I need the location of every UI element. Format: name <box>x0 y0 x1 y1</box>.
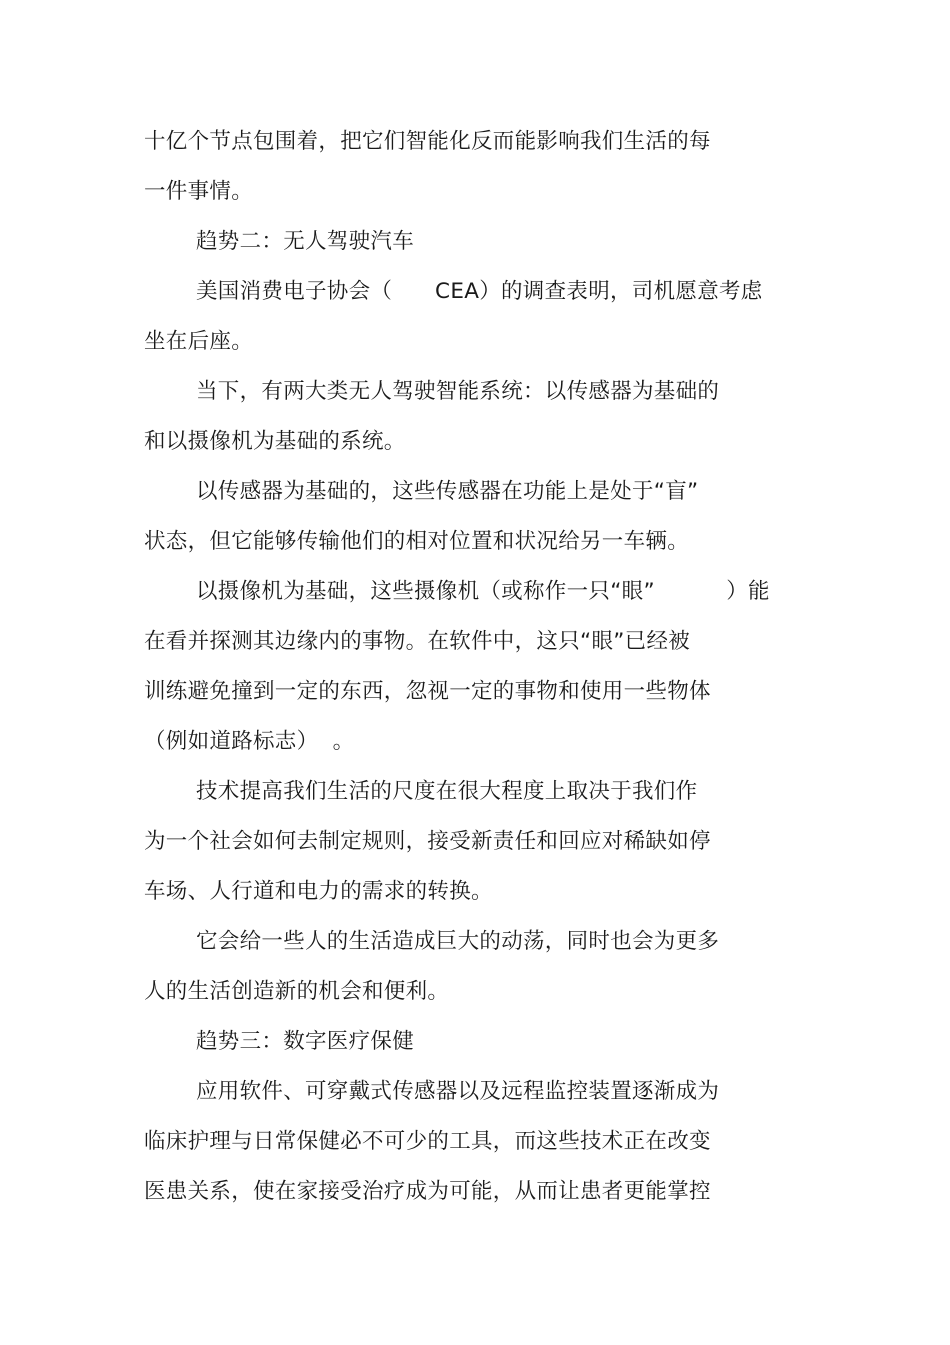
paragraph-line: 状态，但它能够传输他们的相对位置和状况给另一车辆。 <box>144 529 690 554</box>
paragraph-line: 和以摄像机为基础的系统。 <box>144 429 406 454</box>
paragraph-line: 一件事情。 <box>144 179 254 204</box>
paragraph-line: 它会给一些人的生活造成巨大的动荡，同时也会为更多 <box>196 929 720 954</box>
paragraph-line: 当下，有两大类无人驾驶智能系统：以传感器为基础的 <box>196 379 720 404</box>
paragraph-line: 为一个社会如何去制定规则，接受新责任和回应对稀缺如停 <box>144 829 711 854</box>
paragraph-line: 技术提高我们生活的尺度在很大程度上取决于我们作 <box>196 779 698 804</box>
paragraph-line: 车场、人行道和电力的需求的转换。 <box>144 879 493 904</box>
paragraph-line: 医患关系，使在家接受治疗成为可能，从而让患者更能掌控 <box>144 1179 711 1204</box>
paragraph-line: 应用软件、可穿戴式传感器以及远程监控装置逐渐成为 <box>196 1079 720 1104</box>
paragraph-line: （例如道路标志） 。 <box>144 729 355 754</box>
paragraph-line: 以摄像机为基础，这些摄像机（或称作一只“眼” ）能 <box>196 579 770 604</box>
section-heading-trend-2: 趋势二：无人驾驶汽车 <box>196 229 415 254</box>
paragraph-line: 临床护理与日常保健必不可少的工具，而这些技术正在改变 <box>144 1129 711 1154</box>
section-heading-trend-3: 趋势三：数字医疗保健 <box>196 1029 415 1054</box>
paragraph-line: 美国消费电子协会（ CEA）的调查表明，司机愿意考虑 <box>196 279 763 304</box>
paragraph-line: 人的生活创造新的机会和便利。 <box>144 979 450 1004</box>
paragraph-line: 训练避免撞到一定的东西，忽视一定的事物和使用一些物体 <box>144 679 711 704</box>
paragraph-line: 在看并探测其边缘内的事物。在软件中，这只“眼”已经被 <box>144 629 691 654</box>
paragraph-line: 坐在后座。 <box>144 329 254 354</box>
paragraph-line: 以传感器为基础的，这些传感器在功能上是处于“盲” <box>196 479 699 504</box>
paragraph-line: 十亿个节点包围着，把它们智能化反而能影响我们生活的每 <box>144 129 711 154</box>
